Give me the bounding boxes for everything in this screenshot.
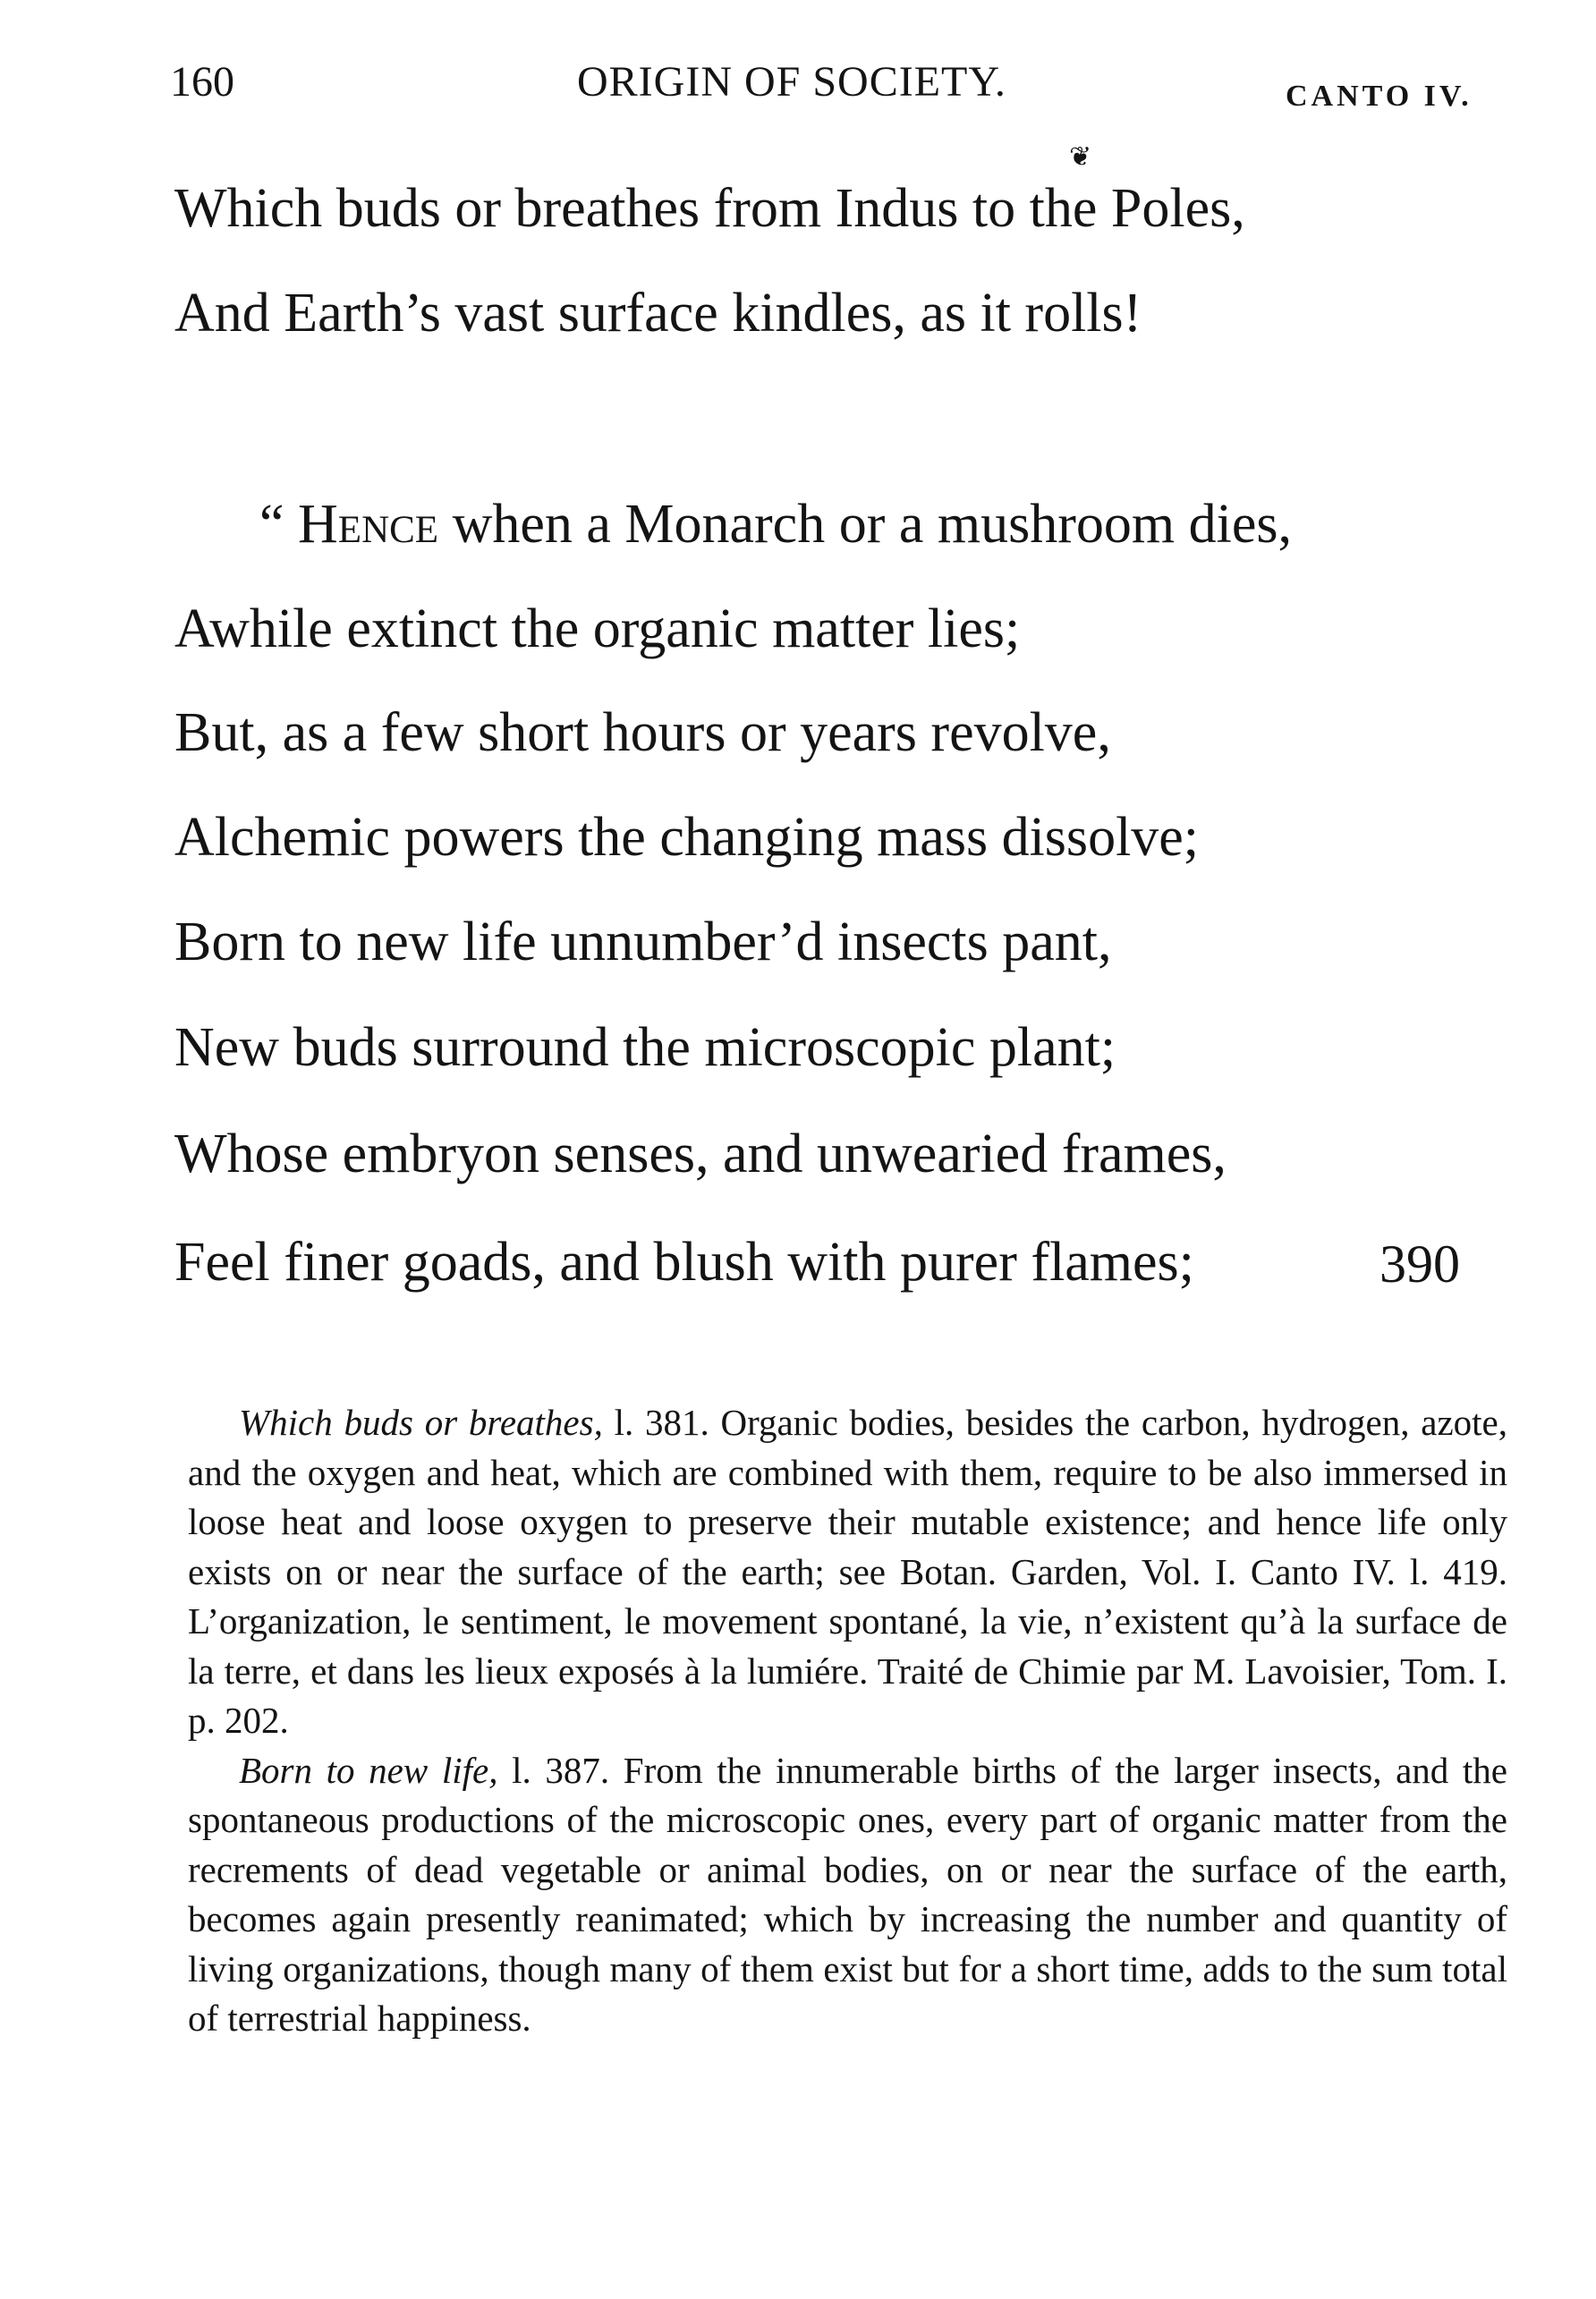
verse-line: Awhile extinct the organic matter lies; [174,598,1021,659]
verse-line: Whose embryon senses, and unwearied frames, [174,1124,1227,1184]
verse-line: Feel finer goads, and blush with purer flames; [174,1232,1194,1293]
verse-line: And Earth’s vast surface kindles, as it rolls! [174,283,1142,344]
footnote-text: l. 381. Organic bodies, besides the carbon, hydrogen, azote, and the oxygen and heat, which are combined with them, require to be also immersed in loose heat and loose oxygen to preserve their mutable existence; and hence life only exists on or near the surface of the earth; see Botan. Garden, Vol. I. Canto IV. l. 419. L’organization, le sentiment, le movement spontané, la vie, n’existent qu’à la surface de la terre, et dans les lieux exposés à la lumiére. Traité de Chimie par M. Lavoisier, Tom. I. p. 202. [188,1402,1507,1741]
open-quote: “ [259,494,299,555]
page-number: 160 [170,58,234,106]
footnote [188,1746,1507,2044]
footnotes [188,1398,1507,2044]
small-caps-word: Hence [298,494,439,555]
canto-label: CANTO IV. [1286,80,1473,113]
verse-line: But, as a few short hours or years revolve, [174,702,1111,763]
verse-line-hence [259,490,1292,558]
footnote-text: l. 387. From the innumerable births of the larger insects, and the spontaneous productions of the microscopic ones, every part of organic matter from the recrements of dead vegetable or animal bodies, on or near the surface of the earth, becomes again presently reanimated; which by increasing the number and quantity of living organizations, though many of them exist but for a short time, adds to the sum total of terrestrial happiness. [188,1749,1508,2039]
ornament-mark: ❦ [1069,142,1092,172]
verse-line: Which buds or breathes from Indus to the Poles, [174,178,1245,239]
verse-line: New buds surround the microscopic plant; [174,1017,1116,1078]
verse-line: Alchemic powers the changing mass dissolve; [174,807,1200,868]
verse-line-rest: when a Monarch or a mushroom dies, [438,494,1292,555]
verse-line: Born to new life unnumber’d insects pant, [174,912,1112,972]
running-title: ORIGIN OF SOCIETY. [577,58,1006,106]
footnote [188,1398,1507,1746]
footnote-lemma: Born to new life, [239,1749,498,1791]
line-number: 390 [1380,1234,1460,1294]
footnote-lemma: Which buds or breathes, [239,1402,603,1443]
